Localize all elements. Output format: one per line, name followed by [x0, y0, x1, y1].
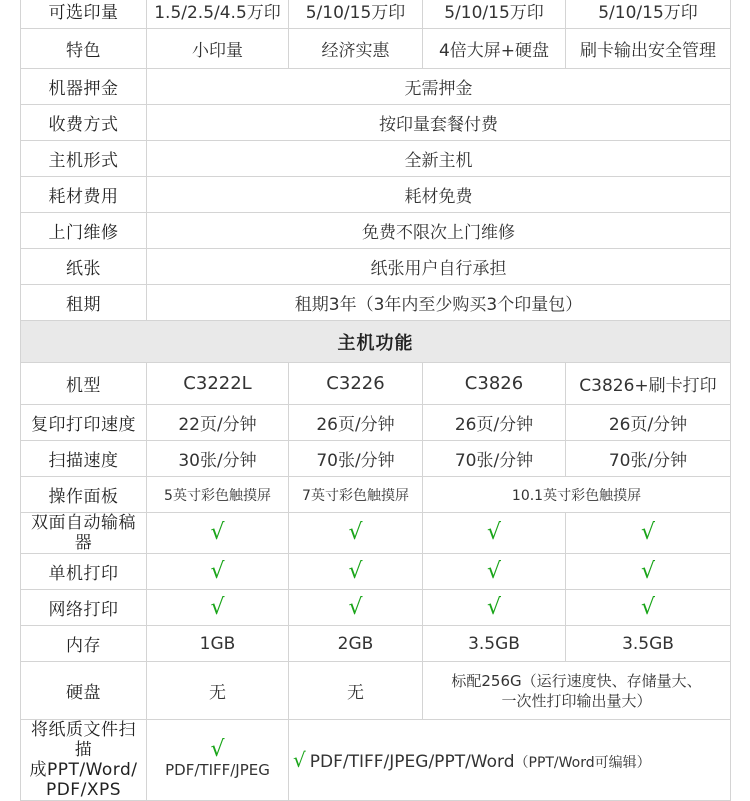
row-hdd [21, 662, 731, 720]
deposit-label: 机器押金 [21, 69, 147, 105]
scan-speed-c3222l: 30张/分钟 [147, 441, 289, 477]
hdd-c3826-group [423, 662, 731, 720]
row-lease-term [21, 285, 731, 321]
scan-speed-c3826-card: 70张/分钟 [566, 441, 731, 477]
check-icon: √ [486, 594, 502, 620]
machine-form-label: 主机形式 [21, 141, 147, 177]
print-volume-c3826: 5/10/15万印 [423, 0, 566, 29]
machine-form-value: 全新主机 [147, 141, 731, 177]
scan-to-label-line2: 成PPT/Word/ [29, 760, 138, 780]
check-icon: √ [640, 558, 656, 584]
scan-speed-label: 扫描速度 [21, 441, 147, 477]
features-c3826-card: 刷卡输出安全管理 [566, 29, 731, 69]
print-volume-c3222l: 1.5/2.5/4.5万印 [147, 0, 289, 29]
row-deposit [21, 69, 731, 105]
model-c3826: C3826 [423, 363, 566, 405]
panel-label: 操作面板 [21, 477, 147, 513]
copy-speed-c3226: 26页/分钟 [289, 405, 423, 441]
scan-to-wide [289, 720, 731, 801]
deposit-value: 无需押金 [147, 69, 731, 105]
standalone-print-c3222l [147, 554, 289, 590]
row-panel [21, 477, 731, 513]
check-icon: √ [210, 520, 225, 545]
copy-speed-label: 复印打印速度 [21, 405, 147, 441]
copy-speed-c3826-card: 26页/分钟 [566, 405, 731, 441]
model-label: 机型 [21, 363, 147, 405]
check-icon: √ [348, 558, 363, 584]
panel-c3226: 7英寸彩色触摸屏 [289, 477, 423, 513]
row-standalone-print [21, 554, 731, 590]
scan-speed-c3226: 70张/分钟 [289, 441, 423, 477]
row-network-print [21, 590, 731, 626]
check-icon: √ [486, 558, 502, 584]
features-label: 特色 [21, 29, 147, 69]
scan-to-c3222l [147, 720, 289, 801]
print-volume-c3826-card: 5/10/15万印 [566, 0, 731, 29]
scan-to-label-line3: PDF/XPS [45, 780, 122, 800]
copy-speed-c3826: 26页/分钟 [423, 405, 566, 441]
row-scan-speed [21, 441, 731, 477]
row-model [21, 363, 731, 405]
paper-value: 纸张用户自行承担 [147, 249, 731, 285]
check-icon: √ [210, 737, 225, 762]
onsite-repair-label: 上门维修 [21, 213, 147, 249]
duplex-feeder-c3222l [147, 513, 289, 554]
network-print-c3226 [289, 590, 423, 626]
features-c3222l: 小印量 [147, 29, 289, 69]
scan-to-c3222l-formats: PDF/TIFF/JPEG [165, 761, 270, 779]
hdd-c3226: 无 [289, 662, 423, 720]
onsite-repair-value: 免费不限次上门维修 [147, 213, 731, 249]
row-print-volume [21, 0, 731, 29]
duplex-feeder-c3826 [423, 513, 566, 554]
paper-label: 纸张 [21, 249, 147, 285]
row-consumables [21, 177, 731, 213]
scan-to-label [21, 720, 147, 801]
row-onsite-repair [21, 213, 731, 249]
check-icon: √ [640, 594, 656, 620]
row-scan-to [21, 720, 731, 801]
memory-c3226: 2GB [289, 626, 423, 662]
model-c3222l: C3222L [147, 363, 289, 405]
check-icon: √ [486, 520, 502, 545]
row-machine-form [21, 141, 731, 177]
hdd-c3222l: 无 [147, 662, 289, 720]
section-title: 主机功能 [21, 321, 731, 363]
hdd-note-line1: 标配256G（运行速度快、存储量大、 [451, 671, 702, 690]
standalone-print-c3826 [423, 554, 566, 590]
scan-to-wide-formats: PDF/TIFF/JPEG/PPT/Word [309, 752, 515, 772]
scan-to-label-line1: 将纸质文件扫描 [31, 720, 136, 760]
panel-c3826-group: 10.1英寸彩色触摸屏 [423, 477, 731, 513]
duplex-feeder-label: 双面自动输稿器 [21, 513, 147, 554]
row-memory [21, 626, 731, 662]
network-print-c3826 [423, 590, 566, 626]
product-comparison-table-wrap [20, 0, 730, 801]
model-c3226: C3226 [289, 363, 423, 405]
memory-label: 内存 [21, 626, 147, 662]
print-volume-c3226: 5/10/15万印 [289, 0, 423, 29]
features-c3226: 经济实惠 [289, 29, 423, 69]
consumables-value: 耗材免费 [147, 177, 731, 213]
standalone-print-label: 单机打印 [21, 554, 147, 590]
billing-label: 收费方式 [21, 105, 147, 141]
memory-c3826: 3.5GB [423, 626, 566, 662]
print-volume-label: 可选印量 [21, 0, 147, 29]
panel-c3222l: 5英寸彩色触摸屏 [147, 477, 289, 513]
duplex-feeder-c3826-card [566, 513, 731, 554]
lease-term-value: 租期3年（3年内至少购买3个印量包） [147, 285, 731, 321]
duplex-feeder-c3226 [289, 513, 423, 554]
check-icon: √ [640, 520, 656, 545]
standalone-print-c3826-card [566, 554, 731, 590]
model-c3826-card: C3826+刷卡打印 [566, 363, 731, 405]
memory-c3826-card: 3.5GB [566, 626, 731, 662]
row-duplex-feeder [21, 513, 731, 554]
row-features [21, 29, 731, 69]
lease-term-label: 租期 [21, 285, 147, 321]
row-paper [21, 249, 731, 285]
copy-speed-c3222l: 22页/分钟 [147, 405, 289, 441]
check-icon: √ [348, 594, 363, 620]
check-icon: √ [293, 748, 306, 772]
scan-speed-c3826: 70张/分钟 [423, 441, 566, 477]
row-section-header [21, 321, 731, 363]
consumables-label: 耗材费用 [21, 177, 147, 213]
features-c3826: 4倍大屏+硬盘 [423, 29, 566, 69]
standalone-print-c3226 [289, 554, 423, 590]
row-copy-speed [21, 405, 731, 441]
check-icon: √ [210, 594, 225, 620]
network-print-c3222l [147, 590, 289, 626]
hdd-note-line2: 一次性打印输出量大） [501, 691, 652, 710]
billing-value: 按印量套餐付费 [147, 105, 731, 141]
memory-c3222l: 1GB [147, 626, 289, 662]
network-print-c3826-card [566, 590, 731, 626]
product-comparison-table [20, 0, 731, 801]
hdd-label: 硬盘 [21, 662, 147, 720]
network-print-label: 网络打印 [21, 590, 147, 626]
check-icon: √ [348, 520, 363, 545]
check-icon: √ [210, 558, 225, 584]
scan-to-wide-note: （PPT/Word可编辑） [514, 755, 651, 771]
row-billing [21, 105, 731, 141]
